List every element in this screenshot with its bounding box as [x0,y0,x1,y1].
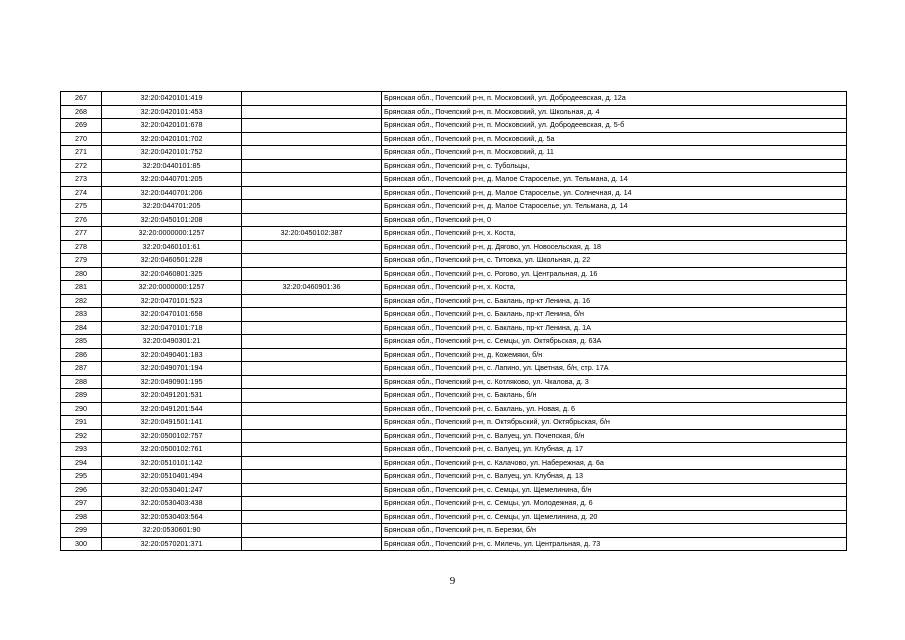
address-cell: Брянская обл., Почепский р-н, п. Московский, д. 5а [382,132,847,146]
cadastral-number-cell: 32:20:0530601:90 [102,524,242,538]
cadastral-number-cell: 32:20:0440701:205 [102,173,242,187]
cadastral-number-cell: 32:20:0491201:544 [102,402,242,416]
cadastral-number-cell: 32:20:0460101:61 [102,240,242,254]
row-number-cell: 297 [61,497,102,511]
table-row [61,537,847,551]
row-number-cell: 273 [61,173,102,187]
row-number-cell: 274 [61,186,102,200]
table-row [61,429,847,443]
address-cell: Брянская обл., Почепский р-н, с. Калачово, ул. Набережная, д. 6а [382,456,847,470]
cadastral-number-cell: 32:20:0440701:206 [102,186,242,200]
linked-cadastral-number-cell [242,132,382,146]
cadastral-number-cell: 32:20:0500102:761 [102,443,242,457]
row-number-cell: 299 [61,524,102,538]
linked-cadastral-number-cell [242,92,382,106]
cadastral-number-cell: 32:20:0420101:678 [102,119,242,133]
table-row [61,483,847,497]
linked-cadastral-number-cell [242,510,382,524]
row-number-cell: 275 [61,200,102,214]
linked-cadastral-number-cell [242,308,382,322]
linked-cadastral-number-cell [242,240,382,254]
cadastral-number-cell: 32:20:0570201:371 [102,537,242,551]
address-cell: Брянская обл., Почепский р-н, с. Баклань, б/н [382,389,847,403]
table-row [61,362,847,376]
address-cell: Брянская обл., Почепский р-н, х. Коста, [382,227,847,241]
table-row [61,254,847,268]
row-number-cell: 276 [61,213,102,227]
linked-cadastral-number-cell [242,362,382,376]
cadastral-number-cell: 32:20:0000000:1257 [102,227,242,241]
row-number-cell: 296 [61,483,102,497]
address-cell: Брянская обл., Почепский р-н, с. Валуец, ул. Клубная, д. 13 [382,470,847,484]
cadastral-number-cell: 32:20:0000000:1257 [102,281,242,295]
linked-cadastral-number-cell [242,456,382,470]
linked-cadastral-number-cell [242,443,382,457]
address-cell: Брянская обл., Почепский р-н, с. Семцы, ул. Октябрьская, д. 63А [382,335,847,349]
address-cell: Брянская обл., Почепский р-н, с. Котляково, ул. Чкалова, д. 3 [382,375,847,389]
linked-cadastral-number-cell [242,146,382,160]
cadastral-number-cell: 32:20:0491501:141 [102,416,242,430]
cadastral-number-cell: 32:20:0420101:419 [102,92,242,106]
row-number-cell: 272 [61,159,102,173]
cadastral-number-cell: 32:20:0420101:702 [102,132,242,146]
row-number-cell: 292 [61,429,102,443]
address-cell: Брянская обл., Почепский р-н, с. Милечь, ул. Центральная, д. 73 [382,537,847,551]
linked-cadastral-number-cell [242,389,382,403]
cadastral-number-cell: 32:20:0510401:494 [102,470,242,484]
table-row [61,173,847,187]
address-cell: Брянская обл., Почепский р-н, п. Московский, ул. Школьная, д. 4 [382,105,847,119]
row-number-cell: 291 [61,416,102,430]
cadastral-number-cell: 32:20:0420101:453 [102,105,242,119]
linked-cadastral-number-cell [242,267,382,281]
address-cell: Брянская обл., Почепский р-н, п. Березки, б/н [382,524,847,538]
address-cell: Брянская обл., Почепский р-н, с. Семцы, ул. Молодежная, д. 6 [382,497,847,511]
row-number-cell: 298 [61,510,102,524]
row-number-cell: 286 [61,348,102,362]
table-row [61,348,847,362]
row-number-cell: 271 [61,146,102,160]
address-cell: Брянская обл., Почепский р-н, д. Малое Староселье, ул. Тельмана, д. 14 [382,200,847,214]
table-row [61,470,847,484]
address-cell: Брянская обл., Почепский р-н, д. Дягово, ул. Новосельская, д. 18 [382,240,847,254]
linked-cadastral-number-cell [242,159,382,173]
row-number-cell: 284 [61,321,102,335]
address-cell: Брянская обл., Почепский р-н, д. Кожемяки, б/н [382,348,847,362]
cadastral-number-cell: 32:20:0460801:325 [102,267,242,281]
cadastral-number-cell: 32:20:0491201:531 [102,389,242,403]
address-cell: Брянская обл., Почепский р-н, п. Московский, ул. Добродеевская, д. 12а [382,92,847,106]
table-row [61,146,847,160]
table-row [61,335,847,349]
linked-cadastral-number-cell [242,254,382,268]
table-row [61,119,847,133]
cadastral-number-cell: 32:20:0530401:247 [102,483,242,497]
cadastral-number-cell: 32:20:0470101:523 [102,294,242,308]
address-cell: Брянская обл., Почепский р-н, с. Тубольцы, [382,159,847,173]
linked-cadastral-number-cell [242,173,382,187]
page-number: 9 [449,575,456,587]
cadastral-number-cell: 32:20:0530403:438 [102,497,242,511]
table-row [61,159,847,173]
cadastral-number-cell: 32:20:0420101:752 [102,146,242,160]
row-number-cell: 282 [61,294,102,308]
linked-cadastral-number-cell [242,186,382,200]
row-number-cell: 287 [61,362,102,376]
table-row [61,375,847,389]
linked-cadastral-number-cell [242,416,382,430]
row-number-cell: 280 [61,267,102,281]
linked-cadastral-number-cell [242,524,382,538]
linked-cadastral-number-cell [242,213,382,227]
table-row [61,416,847,430]
address-cell: Брянская обл., Почепский р-н, с. Титовка, ул. Школьная, д. 22 [382,254,847,268]
linked-cadastral-number-cell [242,105,382,119]
linked-cadastral-number-cell [242,119,382,133]
row-number-cell: 270 [61,132,102,146]
row-number-cell: 279 [61,254,102,268]
row-number-cell: 293 [61,443,102,457]
address-cell: Брянская обл., Почепский р-н, с. Лапино, ул. Цветная, б/н, стр. 17А [382,362,847,376]
address-cell: Брянская обл., Почепский р-н, с. Баклань, пр-кт Ленина, д. 1А [382,321,847,335]
row-number-cell: 283 [61,308,102,322]
table-row [61,524,847,538]
row-number-cell: 289 [61,389,102,403]
linked-cadastral-number-cell: 32:20:0450102:387 [242,227,382,241]
row-number-cell: 267 [61,92,102,106]
table-row [61,321,847,335]
linked-cadastral-number-cell [242,321,382,335]
linked-cadastral-number-cell [242,537,382,551]
table-row [61,105,847,119]
table-row [61,213,847,227]
row-number-cell: 278 [61,240,102,254]
linked-cadastral-number-cell [242,294,382,308]
row-number-cell: 288 [61,375,102,389]
row-number-cell: 294 [61,456,102,470]
table-row [61,510,847,524]
linked-cadastral-number-cell [242,200,382,214]
cadastral-number-cell: 32:20:044701:205 [102,200,242,214]
linked-cadastral-number-cell [242,402,382,416]
cadastral-number-cell: 32:20:0470101:658 [102,308,242,322]
table-row [61,200,847,214]
linked-cadastral-number-cell [242,429,382,443]
address-cell: Брянская обл., Почепский р-н, с. Валуец, ул. Почепская, б/н [382,429,847,443]
linked-cadastral-number-cell [242,497,382,511]
row-number-cell: 268 [61,105,102,119]
cadastral-number-cell: 32:20:0490701:194 [102,362,242,376]
row-number-cell: 290 [61,402,102,416]
table-row [61,281,847,295]
address-cell: Брянская обл., Почепский р-н, с. Семцы, ул. Щемелинина, д. 20 [382,510,847,524]
linked-cadastral-number-cell [242,375,382,389]
table-row [61,402,847,416]
cadastral-number-cell: 32:20:0530403:564 [102,510,242,524]
row-number-cell: 281 [61,281,102,295]
table-row [61,443,847,457]
row-number-cell: 285 [61,335,102,349]
cadastral-number-cell: 32:20:0500102:757 [102,429,242,443]
address-cell: Брянская обл., Почепский р-н, с. Валуец, ул. Клубная, д. 17 [382,443,847,457]
table-row [61,456,847,470]
cadastral-number-cell: 32:20:0490401:183 [102,348,242,362]
address-cell: Брянская обл., Почепский р-н, д. Малое Староселье, ул. Солнечная, д. 14 [382,186,847,200]
address-cell: Брянская обл., Почепский р-н, х. Коста, [382,281,847,295]
address-cell: Брянская обл., Почепский р-н, с. Баклань, пр-кт Ленина, д. 16 [382,294,847,308]
address-cell: Брянская обл., Почепский р-н, д. Малое Староселье, ул. Тельмана, д. 14 [382,173,847,187]
linked-cadastral-number-cell: 32:20:0460901:36 [242,281,382,295]
table-row [61,240,847,254]
address-cell: Брянская обл., Почепский р-н, с. Рогово, ул. Центральная, д. 16 [382,267,847,281]
address-cell: Брянская обл., Почепский р-н, п. Московский, д. 11 [382,146,847,160]
table-row [61,92,847,106]
cadastral-number-cell: 32:20:0450101:208 [102,213,242,227]
linked-cadastral-number-cell [242,335,382,349]
cadastral-number-cell: 32:20:0440101:85 [102,159,242,173]
table-row [61,186,847,200]
row-number-cell: 277 [61,227,102,241]
linked-cadastral-number-cell [242,470,382,484]
row-number-cell: 300 [61,537,102,551]
table-row [61,227,847,241]
address-cell: Брянская обл., Почепский р-н, с. Баклань, ул. Новая, д. 6 [382,402,847,416]
row-number-cell: 269 [61,119,102,133]
cadastral-number-cell: 32:20:0490301:21 [102,335,242,349]
linked-cadastral-number-cell [242,348,382,362]
cadastral-number-cell: 32:20:0510101:142 [102,456,242,470]
table-row [61,389,847,403]
address-cell: Брянская обл., Почепский р-н, с. Баклань, пр-кт Ленина, б/н [382,308,847,322]
linked-cadastral-number-cell [242,483,382,497]
table-row [61,294,847,308]
registry-table [60,91,847,551]
table-row [61,267,847,281]
address-cell: Брянская обл., Почепский р-н, п. Октябрьский, ул. Октябрьская, б/н [382,416,847,430]
address-cell: Брянская обл., Почепский р-н, 0 [382,213,847,227]
cadastral-number-cell: 32:20:0490901:195 [102,375,242,389]
address-cell: Брянская обл., Почепский р-н, п. Московский, ул. Добродеевская, д. 5-б [382,119,847,133]
registry-table-body [61,92,847,551]
table-row [61,497,847,511]
row-number-cell: 295 [61,470,102,484]
table-row [61,308,847,322]
cadastral-number-cell: 32:20:0470101:718 [102,321,242,335]
address-cell: Брянская обл., Почепский р-н, с. Семцы, ул. Щемелинина, б/н [382,483,847,497]
table-row [61,132,847,146]
cadastral-number-cell: 32:20:0460501:228 [102,254,242,268]
